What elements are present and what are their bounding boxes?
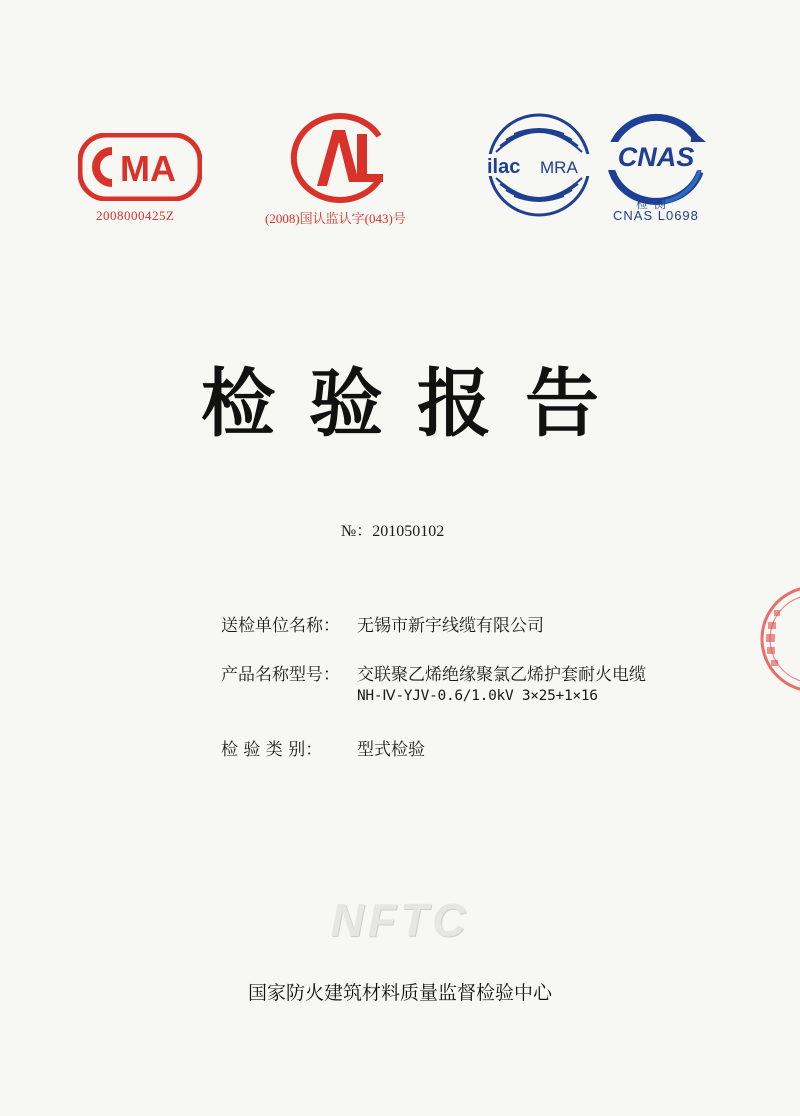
cal-caption: (2008)国认监认字(043)号	[265, 211, 406, 226]
cal-mark-icon	[287, 112, 393, 204]
cma-logo	[78, 133, 202, 201]
report-number-value: 201050102	[372, 523, 445, 540]
cnas-mark-icon	[600, 112, 712, 206]
svg-text:CNAS: CNAS	[617, 142, 695, 172]
product-label: 产品名称型号：	[221, 665, 340, 685]
svg-text:MA: MA	[120, 148, 176, 189]
client-value: 无锡市新宇线缆有限公司	[357, 616, 544, 636]
inspection-type-value: 型式检验	[357, 740, 425, 760]
client-label: 送检单位名称：	[221, 616, 340, 636]
nftc-watermark: NFTC	[330, 894, 470, 946]
cma-mark-icon	[78, 133, 202, 201]
report-number-label: №：	[341, 523, 373, 540]
svg-text:MRA: MRA	[540, 158, 578, 177]
cnas-subtitle: 检 测	[636, 197, 667, 211]
ilac-mra-logo	[484, 112, 594, 218]
issuing-organization: 国家防火建筑材料质量监督检验中心	[247, 982, 552, 1004]
svg-text:ilac: ilac	[487, 156, 521, 178]
cma-caption: 2008000425Z	[96, 208, 175, 223]
cal-logo	[287, 112, 393, 204]
official-seal-stamp	[752, 584, 800, 698]
inspection-type-label: 检 验 类 别：	[221, 740, 323, 760]
ilac-mra-mark-icon	[484, 112, 594, 218]
cnas-caption: CNAS L0698	[613, 208, 699, 223]
product-name: 交联聚乙烯绝缘聚氯乙烯护套耐火电缆	[357, 665, 646, 685]
report-title: 检验报告	[201, 361, 633, 447]
report-number	[341, 518, 444, 541]
cnas-logo	[600, 112, 712, 206]
seal-icon	[752, 584, 800, 694]
product-model: NH-Ⅳ-YJV-0.6/1.0kV 3×25+1×16	[357, 688, 598, 704]
